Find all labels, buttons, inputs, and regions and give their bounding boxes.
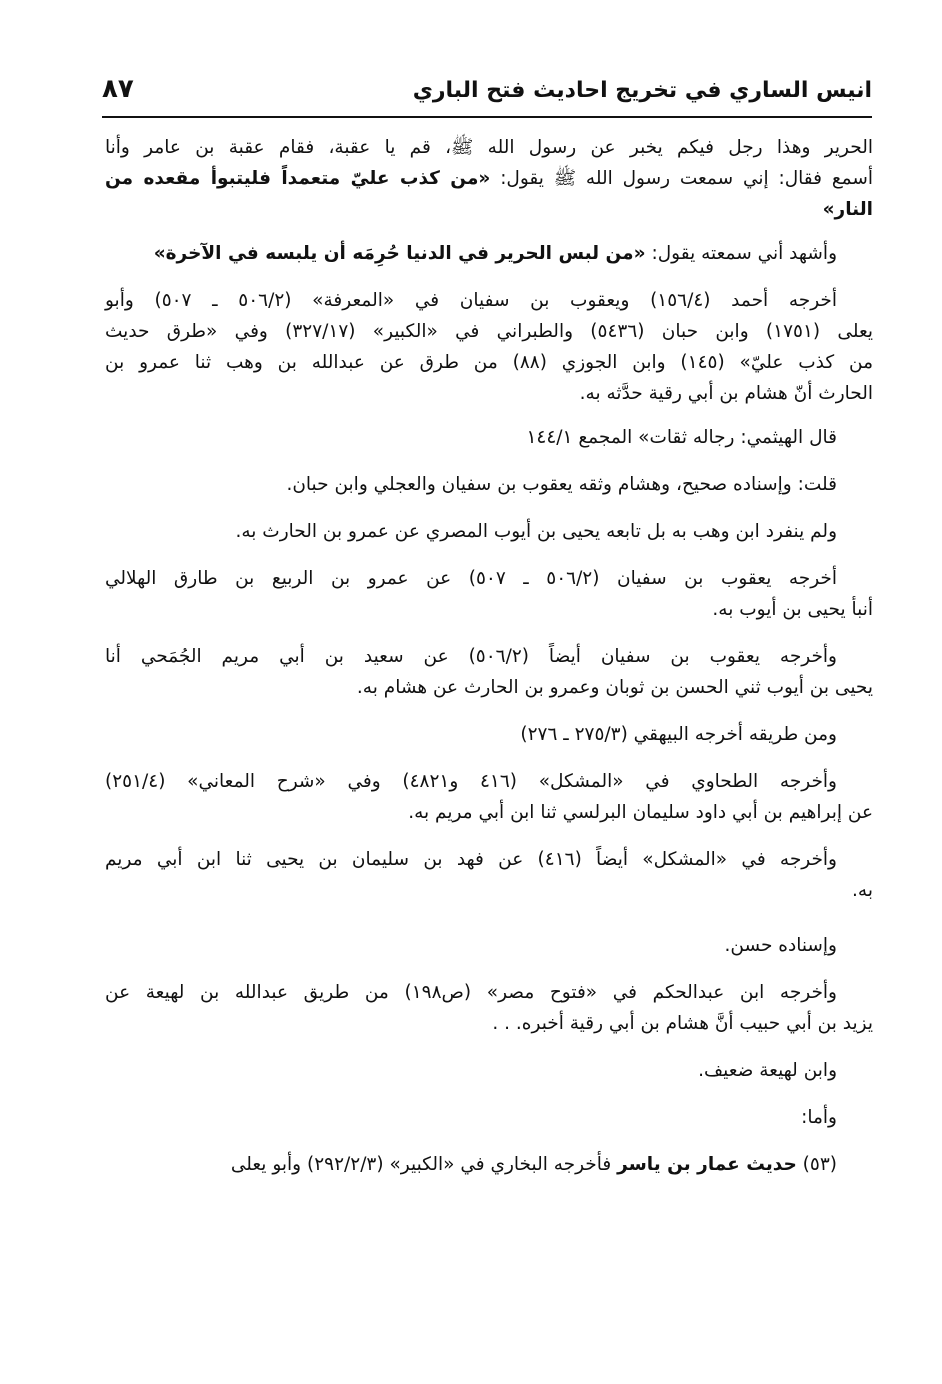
text-line (105, 194, 873, 225)
text-line (105, 719, 873, 750)
paragraph (105, 422, 873, 453)
text-run: يزيد بن أبي حبيب أنَّ هشام بن أبي رقية أخبره. . . (492, 1013, 873, 1034)
paragraph-gap (105, 453, 873, 469)
paragraph-gap (105, 625, 873, 641)
bold-text: حديث عمار بن ياسر (617, 1154, 797, 1175)
paragraph (105, 132, 873, 225)
paragraph-gap (105, 1039, 873, 1055)
text-line (105, 1149, 873, 1180)
text-line (105, 1102, 873, 1133)
text-run: وأشهد أني سمعته يقول: (645, 243, 837, 264)
paragraph (105, 641, 873, 703)
paragraph-gap (105, 961, 873, 977)
paragraph (105, 238, 873, 269)
text-line (105, 563, 873, 594)
text-line (105, 594, 873, 625)
page-number: ٨٧ (102, 74, 134, 104)
text-line (105, 132, 873, 163)
text-line (105, 378, 873, 409)
paragraph-gap (105, 269, 873, 285)
text-line (105, 1008, 873, 1039)
paragraph-gap (105, 828, 873, 844)
paragraph-gap (105, 225, 873, 238)
paragraph (105, 1149, 873, 1180)
text-line (105, 347, 873, 378)
text-run: من كذب عليّ» (١٤٥) وابن الجوزي (٨٨) من طرق عن عبدالله بن وهب ثنا عمرو بن (105, 352, 873, 373)
paragraph (105, 469, 873, 500)
paragraph-gap (105, 1133, 873, 1149)
paragraph (105, 977, 873, 1039)
paragraph (105, 1102, 873, 1133)
page-header (102, 72, 872, 118)
text-line (105, 875, 873, 906)
bold-text: «من كذب عليّ متعمداً فليتبوأ مقعده من (105, 168, 491, 189)
running-title: انيس الساري في تخريج احاديث فتح الباري (412, 78, 872, 103)
text-line (105, 672, 873, 703)
text-run: وإسناده حسن. (724, 935, 837, 956)
paragraph (105, 516, 873, 547)
text-run: الحارث أنّ هشام بن أبي رقية حدَّثه به. (579, 383, 873, 404)
text-run: (٥٣) (796, 1154, 837, 1175)
text-run: أخرجه أحمد (١٥٦/٤) ويعقوب بن سفيان في «المعرفة» (٥٠٦/٢ ـ ٥٠٧) وأبو (105, 290, 837, 311)
paragraph (105, 930, 873, 961)
text-run: وأخرجه في «المشكل» أيضاً (٤١٦) عن فهد بن سليمان بن يحيى ثنا ابن أبي مريم (105, 849, 837, 870)
text-run: يعلى (١٧٥١) وابن حبان (٥٤٣٦) والطبراني في «الكبير» (٣٢٧/١٧) وفي «طرق حديث (105, 321, 874, 342)
paragraph-gap (105, 1086, 873, 1102)
paragraph-gap (105, 500, 873, 516)
text-run: وأخرجه الطحاوي في «المشكل» (٤١٦ و٤٨٢١) وفي «شرح المعاني» (٢٥١/٤) (105, 771, 837, 792)
paragraph (105, 844, 873, 906)
text-run: به. (852, 880, 873, 901)
text-run: أخرجه يعقوب بن سفيان (٥٠٦/٢ ـ ٥٠٧) عن عمرو بن الربيع بن طارق الهلالي (105, 568, 838, 589)
text-line (105, 766, 873, 797)
text-line (105, 641, 873, 672)
text-run: ومن طريقه أخرجه البيهقي (٢٧٥/٣ ـ ٢٧٦) (520, 724, 837, 745)
text-line (105, 930, 873, 961)
paragraph (105, 563, 873, 625)
text-run: أنبأ يحيى بن أيوب به. (712, 599, 873, 620)
text-run: أسمع فقال: إني سمعت رسول الله ﷺ يقول: (490, 168, 874, 189)
bold-text: النار» (822, 199, 873, 220)
paragraph-gap (105, 547, 873, 563)
text-line (105, 977, 873, 1008)
text-line (105, 285, 873, 316)
text-run: الحرير وهذا رجل فيكم يخبر عن رسول الله ﷺ، قم يا عقبة، فقام عقبة بن عامر وأنا (105, 137, 873, 158)
text-run: وأما: (801, 1107, 837, 1128)
text-line (105, 797, 873, 828)
text-line (105, 316, 873, 347)
bold-text: «من لبس الحرير في الدنيا حُرِمَه أن يلبسه في الآخرة» (153, 243, 646, 264)
text-run: فأخرجه البخاري في «الكبير» (٢٩٢/٢/٣) وأبو يعلى (230, 1154, 618, 1175)
text-line (105, 844, 873, 875)
text-run: قلت: وإسناده صحيح، وهشام وثقه يعقوب بن سفيان والعجلي وابن حبان. (286, 474, 837, 495)
paragraph (105, 1055, 873, 1086)
text-run: وأخرجه ابن عبدالحكم في «فتوح مصر» (ص١٩٨) من طريق عبدالله بن لهيعة عن (105, 982, 837, 1003)
page-body (105, 132, 873, 1180)
paragraph (105, 766, 873, 828)
text-run: وابن لهيعة ضعيف. (698, 1060, 837, 1081)
text-run: ولم ينفرد ابن وهب به بل تابعه يحيى بن أيوب المصري عن عمرو بن الحارث به. (235, 521, 837, 542)
text-run: وأخرجه يعقوب بن سفيان أيضاً (٥٠٦/٢) عن سعيد بن أبي مريم الجُمَحي أنا (105, 646, 837, 667)
text-run: عن إبراهيم بن أبي داود سليمان البرلسي ثنا ابن أبي مريم به. (408, 802, 873, 823)
text-run: قال الهيثمي: رجاله ثقات» المجمع ١٤٤/١ (526, 427, 837, 448)
text-line (105, 163, 873, 194)
text-line (105, 238, 873, 269)
text-line (105, 1055, 873, 1086)
text-run: يحيى بن أيوب ثني الحسن بن ثوبان وعمرو بن الحارث عن هشام به. (356, 677, 873, 698)
paragraph-gap (105, 750, 873, 766)
paragraph-gap (105, 906, 873, 930)
paragraph-gap (105, 703, 873, 719)
text-line (105, 516, 873, 547)
paragraph (105, 719, 873, 750)
paragraph-gap (105, 409, 873, 422)
paragraph (105, 285, 873, 409)
text-line (105, 422, 873, 453)
text-line (105, 469, 873, 500)
